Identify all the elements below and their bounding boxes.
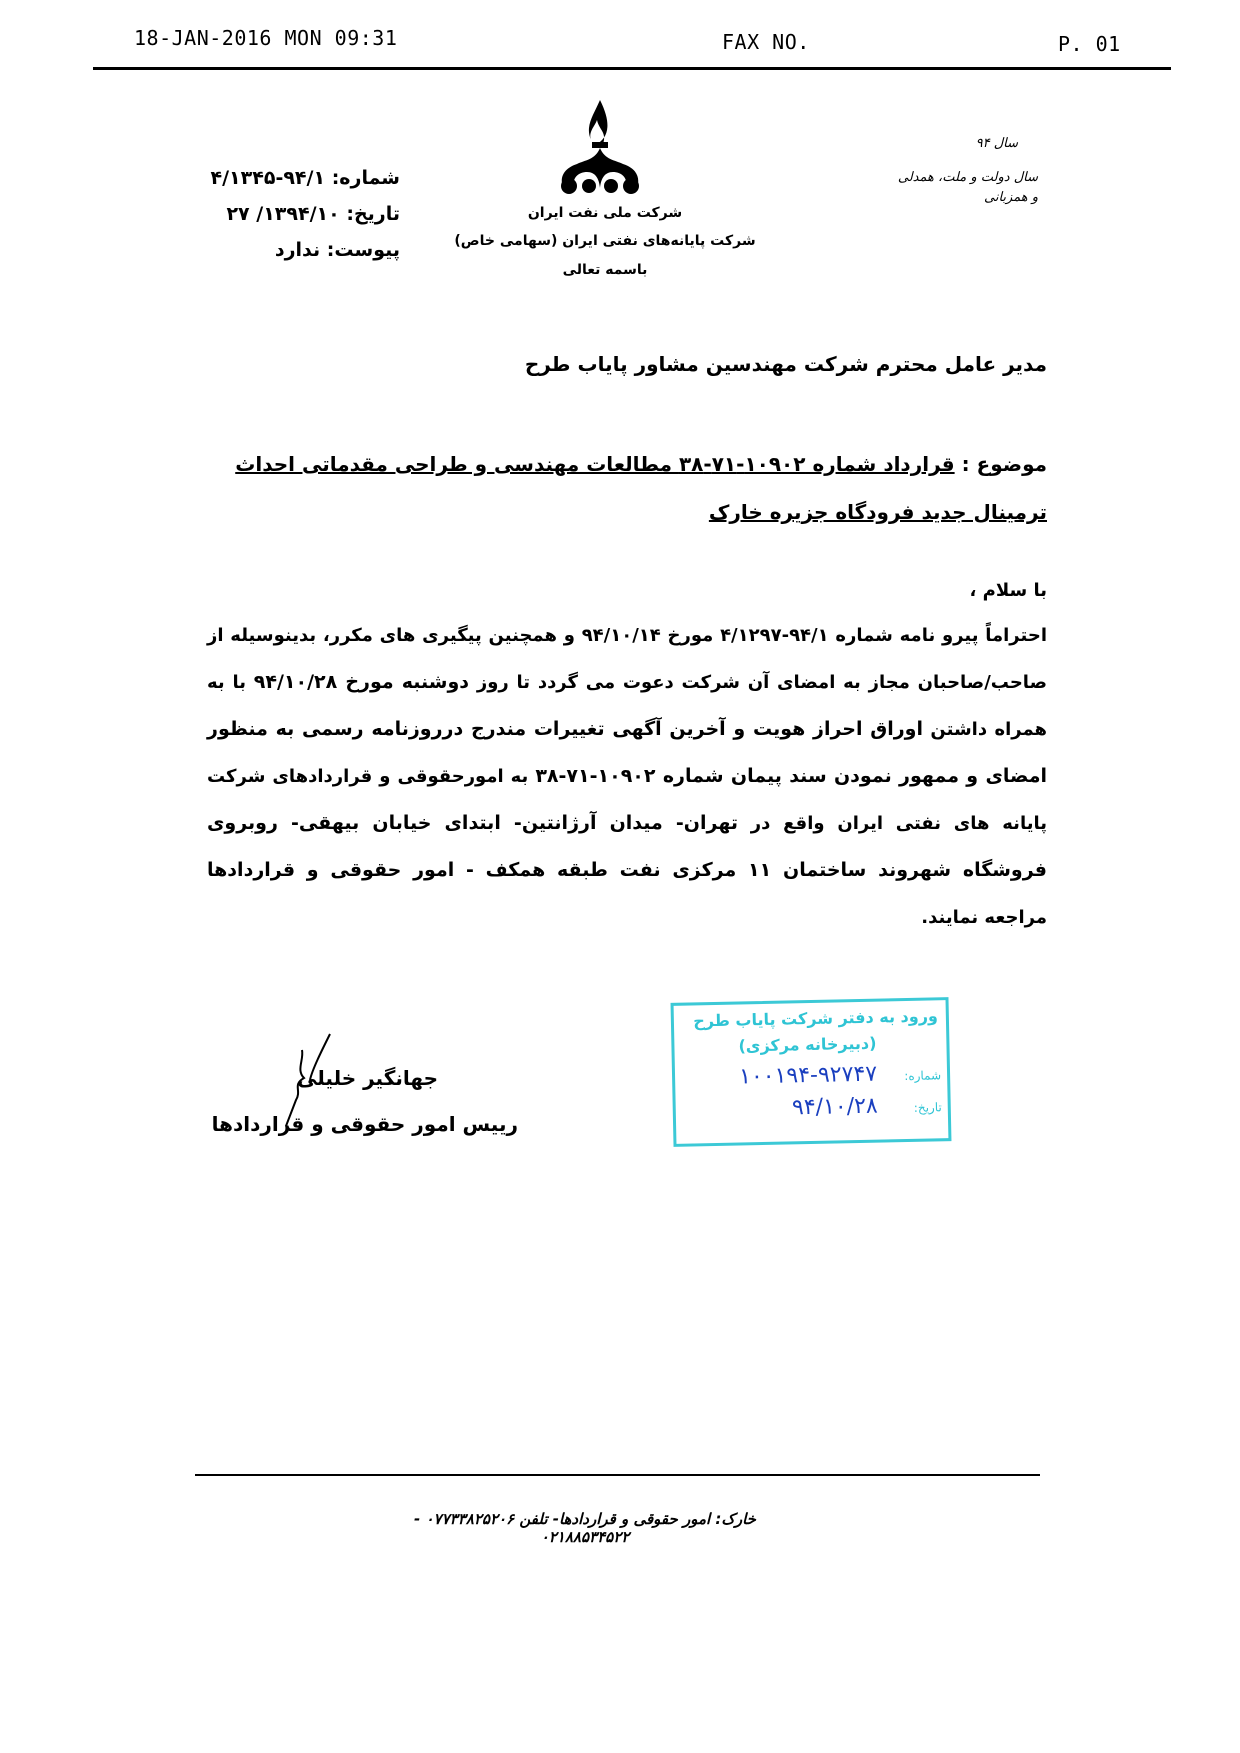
footer-divider: [195, 1474, 1040, 1476]
handwritten-signature-icon: [282, 1030, 342, 1130]
reference-attachment: پیوست: ندارد: [274, 239, 400, 261]
subject-text: قرارداد شماره ۱۰۹۰۲-۷۱-۳۸ مطالعات مهندسی و طراحی مقدماتی احداث ترمینال جدید فرودگاه جزیره خارک: [235, 452, 1047, 524]
stamp-subtitle: (دبیرخانه مرکزی): [738, 1033, 877, 1056]
letter-body: احتراماً پیرو نامه شماره ۹۴/۱-۴/۱۲۹۷ مورخ ۹۴/۱۰/۱۴ و همچنین پیگیری های مکرر، بدینوسیله از صاحب/صاحبان مجاز به امضای آن شرکت دعوت می گردد تا روز دوشنبه مورخ ۹۴/۱۰/۲۸ با به همراه داشتن اوراق احراز هویت و آخرین آگهی تغییرات مندرج درروزنامه رسمی به منظور امضای و ممهور نمودن سند پیمان شماره ۱۰۹۰۲-۷۱-۳۸ به امورحقوقی و قراردادهای شرکت پایانه های نفتی ایران واقع در تهران- میدان آرژانتین- ابتدای خیابان بیهقی- روبروی فروشگاه شهروند ساختمان ۱۱ مرکزی نفت طبقه همکف - امور حقوقی و قراردادها مراجعه نمایند.: [207, 625, 1048, 928]
stamp-date: ۹۴/۱۰/۲۸: [791, 1093, 878, 1121]
reference-number: شماره: ۹۴/۱-۴/۱۳۴۵: [210, 167, 400, 189]
footer-contact: خارک: امور حقوقی و قراردادها- تلفن ۰۷۷۳۳۸۲۵۲۰۶ - ۰۲۱۸۸۵۳۴۵۲۲: [414, 1510, 756, 1546]
signatory-title: رییس امور حقوقی و قراردادها: [211, 1112, 518, 1136]
fax-number-label: FAX NO.: [722, 30, 810, 54]
nioc-logo-icon: [555, 98, 645, 198]
slogan-year: سال ۹۴: [975, 136, 1018, 151]
stamp-number: ۱۰۰۱۹۴-۹۲۷۴۷: [738, 1061, 878, 1090]
fax-page-number: P. 01: [1058, 32, 1121, 56]
year-slogan: [893, 134, 1038, 208]
fax-datetime: 18-JAN-2016 MON 09:31: [134, 26, 398, 50]
signatory-block: [212, 1055, 518, 1147]
stamp-title: ورود به دفتر شرکت پایاب طرح: [693, 1006, 939, 1031]
subject-line: [207, 440, 1047, 536]
header-divider: [93, 67, 1171, 70]
company-name: شرکت پایانه‌های نفتی ایران (سهامی خاص): [454, 233, 756, 249]
reference-block: [211, 160, 401, 268]
reference-date: تاریخ: ۱۳۹۴/۱۰/ ۲۷: [226, 203, 400, 225]
stamp-number-label: شماره:: [904, 1068, 942, 1084]
subject-label: موضوع :: [961, 452, 1047, 476]
greeting: با سلام ،: [969, 580, 1047, 601]
signatory-name: جهانگیر خلیلی: [297, 1066, 438, 1090]
stamp-date-label: تاریخ:: [913, 1100, 942, 1115]
slogan-text: سال دولت و ملت، همدلی و همزبانی: [897, 170, 1038, 205]
addressee: مدیر عامل محترم شرکت مهندسین مشاور پایاب طرح: [524, 352, 1047, 376]
received-stamp: [671, 997, 952, 1147]
invocation: باسمه تعالی: [562, 262, 648, 278]
parent-company-name: شرکت ملی نفت ایران: [527, 205, 683, 221]
